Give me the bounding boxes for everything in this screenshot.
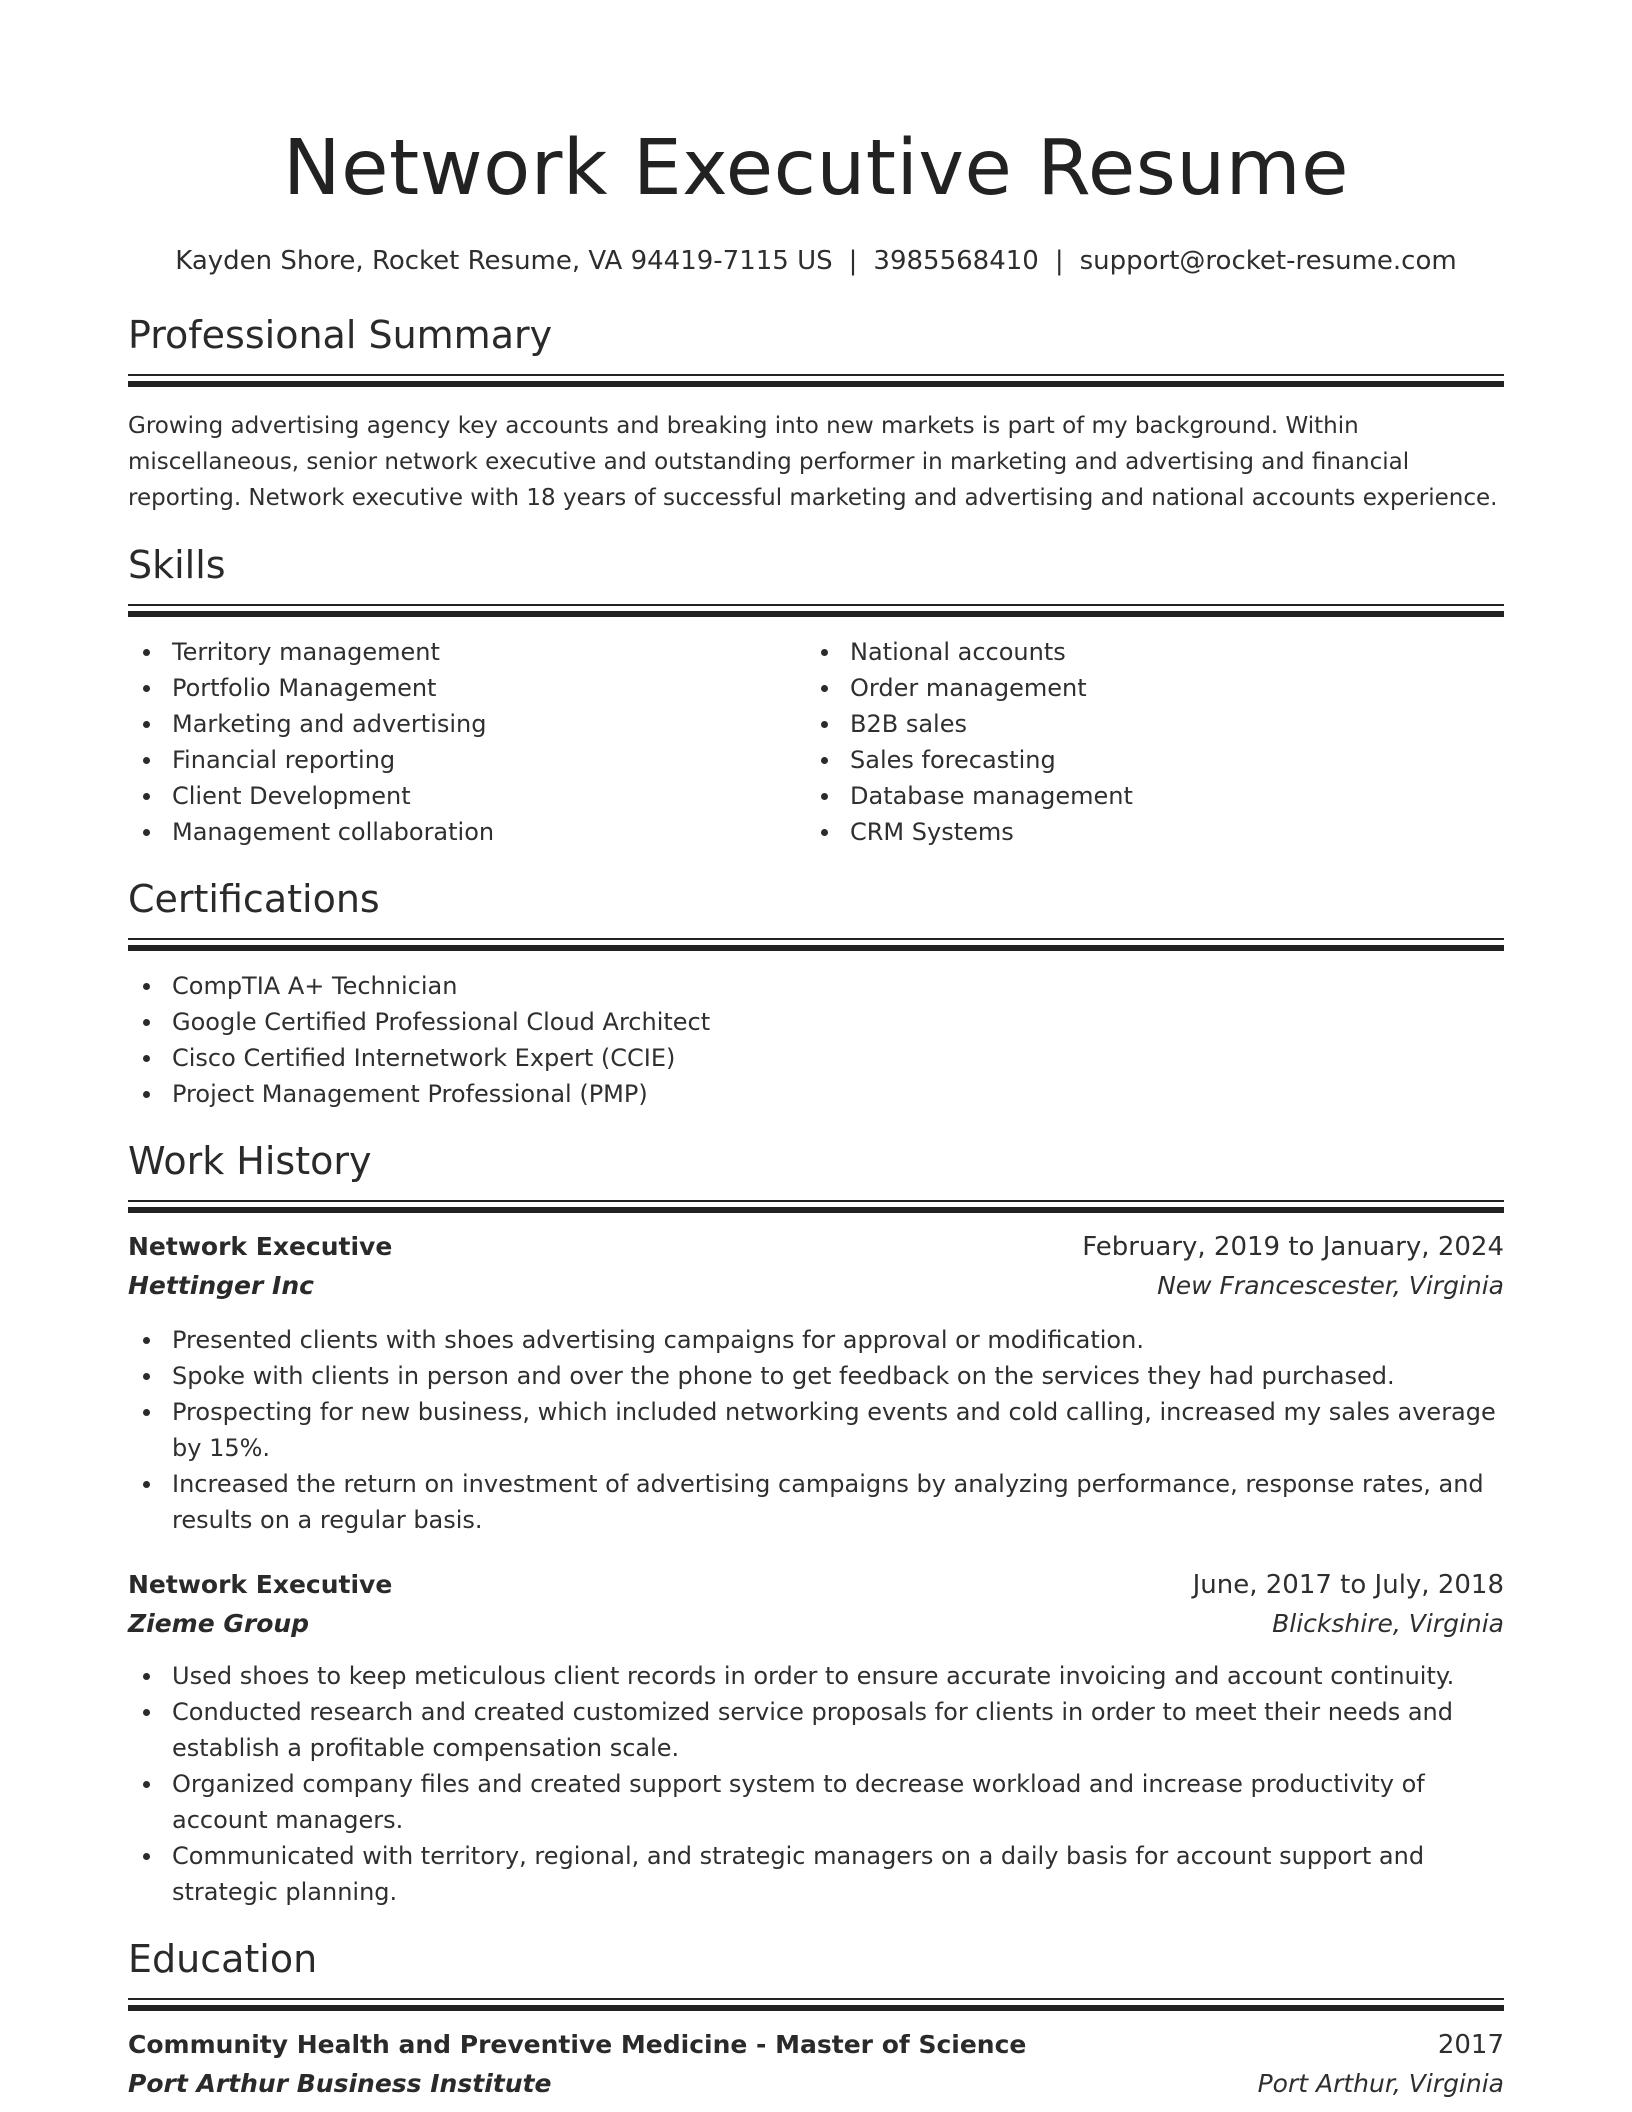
skill-item: Financial reporting: [128, 742, 806, 778]
certifications-list: [128, 968, 1504, 1112]
contact-phone: 3985568410: [873, 246, 1039, 276]
company-name: Hettinger Inc: [128, 1271, 314, 1300]
contact-separator: |: [1054, 246, 1064, 276]
contact-separator: |: [848, 246, 858, 276]
resume-title: Network Executive Resume: [282, 124, 1350, 213]
job-title: Network Executive: [128, 1570, 393, 1599]
education-entry: [128, 2026, 1504, 2104]
skill-item: Marketing and advertising: [128, 706, 806, 742]
summary-section: [128, 312, 1504, 516]
graduation-year: 2017: [1437, 2030, 1504, 2060]
job-title: Network Executive: [128, 1232, 393, 1261]
job-entry: [128, 1228, 1504, 1538]
skill-item: Sales forecasting: [806, 742, 1484, 778]
skills-grid: [128, 634, 1504, 850]
education-heading: Education: [128, 1937, 318, 1981]
certification-item: Google Certified Professional Cloud Architect: [128, 1004, 1504, 1040]
contact-email: support@rocket-resume.com: [1079, 246, 1457, 276]
skill-item: Territory management: [128, 634, 806, 670]
job-bullet: Organized company files and created support system to decrease workload and increase productivity of account managers.: [128, 1766, 1504, 1838]
section-divider: [128, 604, 1504, 618]
section-divider: [128, 1200, 1504, 1214]
job-bullet: Communicated with territory, regional, and strategic managers on a daily basis for account support and strategic planning.: [128, 1838, 1504, 1910]
skill-item: National accounts: [806, 634, 1484, 670]
summary-heading: Professional Summary: [128, 313, 553, 357]
job-entry: [128, 1566, 1504, 1910]
skill-item: Client Development: [128, 778, 806, 814]
certification-item: Project Management Professional (PMP): [128, 1076, 1504, 1112]
education-section: [128, 1936, 1504, 2104]
contact-address: Kayden Shore, Rocket Resume, VA 94419-7115 US: [175, 246, 833, 276]
section-divider: [128, 374, 1504, 388]
skills-heading: Skills: [128, 543, 226, 587]
job-bullet: Presented clients with shoes advertising campaigns for approval or modification.: [128, 1322, 1504, 1358]
job-bullet: Used shoes to keep meticulous client records in order to ensure accurate invoicing and account continuity.: [128, 1658, 1504, 1694]
work-history-heading: Work History: [128, 1139, 372, 1183]
school-location: Port Arthur, Virginia: [1257, 2069, 1504, 2098]
skill-item: Portfolio Management: [128, 670, 806, 706]
skill-item: CRM Systems: [806, 814, 1484, 850]
contact-line: [128, 244, 1504, 278]
job-location: Blickshire, Virginia: [1272, 1609, 1504, 1638]
section-divider: [128, 1998, 1504, 2012]
job-bullets: [128, 1322, 1504, 1538]
job-bullet: Increased the return on investment of advertising campaigns by analyzing performance, response rates, and results on a regular basis.: [128, 1466, 1504, 1538]
job-location: New Francescester, Virginia: [1157, 1271, 1504, 1300]
certifications-section: [128, 876, 1504, 1112]
job-bullet: Conducted research and created customized service proposals for clients in order to meet their needs and establish a profitable compensation scale.: [128, 1694, 1504, 1766]
skill-item: Management collaboration: [128, 814, 806, 850]
certifications-heading: Certifications: [128, 877, 380, 921]
job-bullets: [128, 1658, 1504, 1910]
skills-right-list: [806, 634, 1484, 850]
section-divider: [128, 938, 1504, 952]
certification-item: CompTIA A+ Technician: [128, 968, 1504, 1004]
degree: Community Health and Preventive Medicine - Master of Science: [128, 2030, 1027, 2059]
job-bullet: Spoke with clients in person and over the phone to get feedback on the services they had purchased.: [128, 1358, 1504, 1394]
skill-item: Order management: [806, 670, 1484, 706]
work-history-section: [128, 1138, 1504, 1910]
certification-item: Cisco Certified Internetwork Expert (CCIE): [128, 1040, 1504, 1076]
skills-section: [128, 542, 1504, 850]
job-dates: June, 2017 to July, 2018: [1192, 1570, 1504, 1600]
skill-item: Database management: [806, 778, 1484, 814]
skills-left-list: [128, 634, 806, 850]
company-name: Zieme Group: [128, 1609, 310, 1638]
job-dates: February, 2019 to January, 2024: [1082, 1232, 1504, 1262]
skill-item: B2B sales: [806, 706, 1484, 742]
resume-page: [128, 0, 1504, 2104]
summary-text: Growing advertising agency key accounts and breaking into new markets is part of my background. Within miscellaneous, senior network executive and outstanding performer in marketing and advertising and financial reporting. Network executive with 18 years of successful marketing and advertising and national accounts experience.: [128, 413, 1498, 511]
job-bullet: Prospecting for new business, which included networking events and cold calling, increased my sales average by 15%.: [128, 1394, 1504, 1466]
school-name: Port Arthur Business Institute: [128, 2069, 552, 2098]
